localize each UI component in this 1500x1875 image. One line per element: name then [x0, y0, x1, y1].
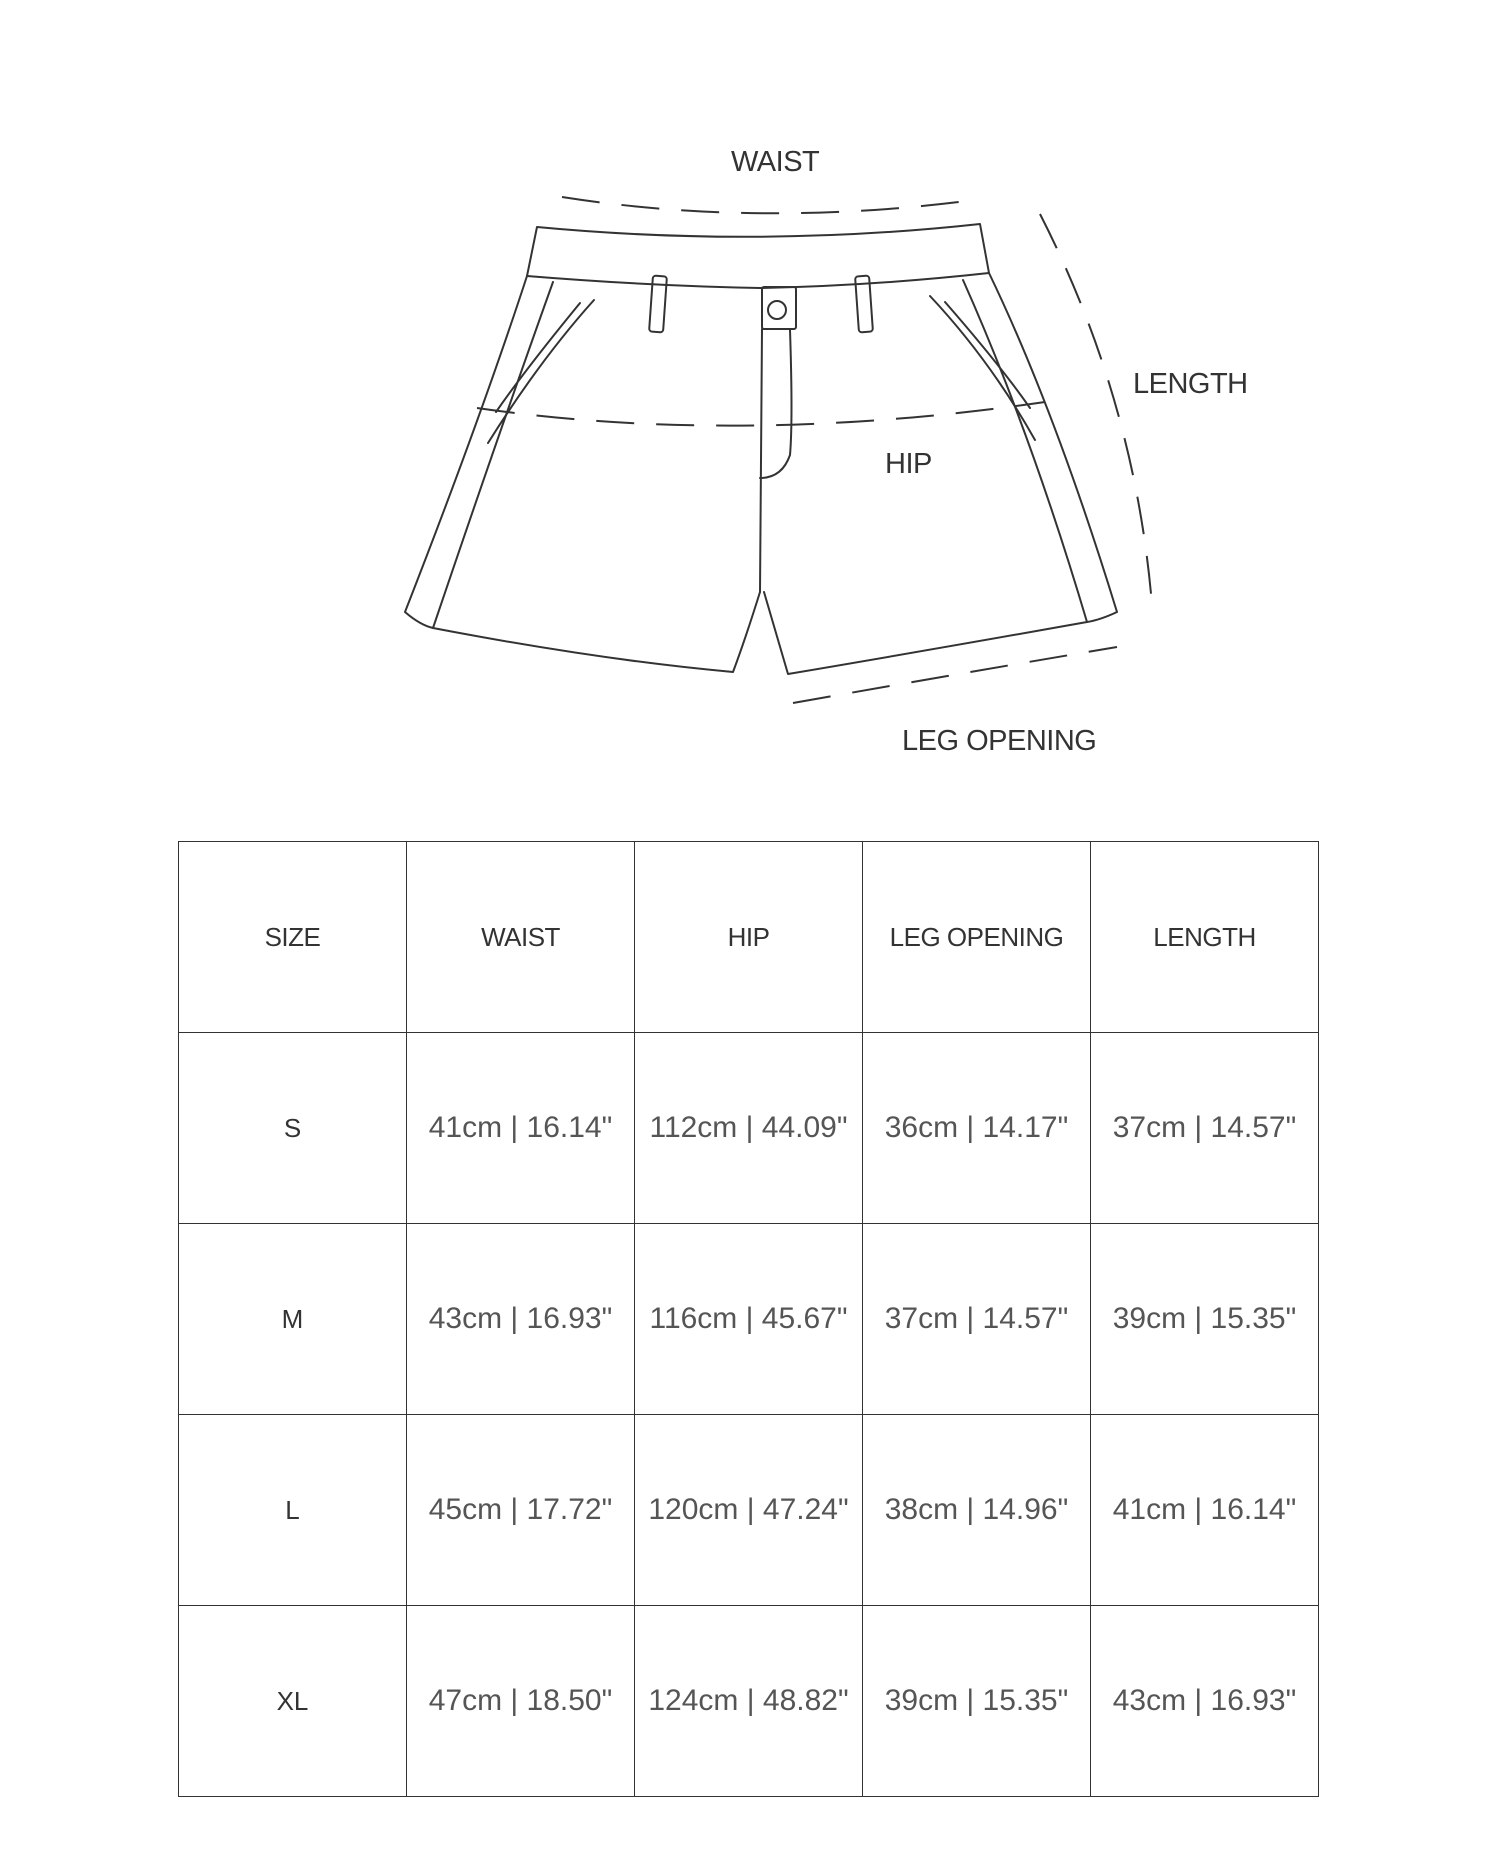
size-cell: L	[179, 1415, 407, 1606]
waist-label: WAIST	[731, 146, 820, 178]
length-label: LENGTH	[1133, 368, 1248, 400]
header-size: SIZE	[179, 842, 407, 1033]
right-leg-outline	[764, 273, 1117, 674]
table-row	[179, 1415, 1319, 1606]
hip-cell: 120cm | 47.24"	[635, 1415, 863, 1606]
fly-tab	[762, 287, 796, 329]
waist-cell: 47cm | 18.50"	[407, 1606, 635, 1797]
table-header-row	[179, 842, 1319, 1033]
hip-cell: 124cm | 48.82"	[635, 1606, 863, 1797]
hip-cell: 116cm | 45.67"	[635, 1224, 863, 1415]
size-chart-table	[178, 841, 1319, 1797]
hip-cell: 112cm | 44.09"	[635, 1033, 863, 1224]
waist-measure-line	[562, 197, 975, 213]
length-cell: 37cm | 14.57"	[1091, 1033, 1319, 1224]
size-cell: S	[179, 1033, 407, 1224]
leg-opening-label: LEG OPENING	[902, 725, 1097, 757]
left-leg-outline	[405, 276, 760, 672]
length-cell: 39cm | 15.35"	[1091, 1224, 1319, 1415]
waist-cell: 45cm | 17.72"	[407, 1415, 635, 1606]
center-seam	[760, 329, 762, 592]
table-row	[179, 1606, 1319, 1797]
shorts-diagram	[0, 0, 1500, 800]
header-length: LENGTH	[1091, 842, 1319, 1033]
leg-opening-cell: 38cm | 14.96"	[863, 1415, 1091, 1606]
table-row	[179, 1224, 1319, 1415]
header-waist: WAIST	[407, 842, 635, 1033]
header-hip: HIP	[635, 842, 863, 1033]
left-side-stripe	[433, 282, 553, 628]
length-cell: 43cm | 16.93"	[1091, 1606, 1319, 1797]
button	[768, 301, 786, 319]
fly-stitch	[760, 330, 792, 478]
size-cell: M	[179, 1224, 407, 1415]
header-leg-opening: LEG OPENING	[863, 842, 1091, 1033]
leg-opening-cell: 36cm | 14.17"	[863, 1033, 1091, 1224]
waist-cell: 43cm | 16.93"	[407, 1224, 635, 1415]
waistband	[527, 224, 989, 288]
leg-opening-measure-line	[793, 647, 1117, 703]
hip-label: HIP	[885, 448, 932, 480]
length-cell: 41cm | 16.14"	[1091, 1415, 1319, 1606]
size-cell: XL	[179, 1606, 407, 1797]
leg-opening-cell: 37cm | 14.57"	[863, 1224, 1091, 1415]
leg-opening-cell: 39cm | 15.35"	[863, 1606, 1091, 1797]
right-side-stripe	[963, 280, 1087, 622]
table-row	[179, 1033, 1319, 1224]
waist-cell: 41cm | 16.14"	[407, 1033, 635, 1224]
